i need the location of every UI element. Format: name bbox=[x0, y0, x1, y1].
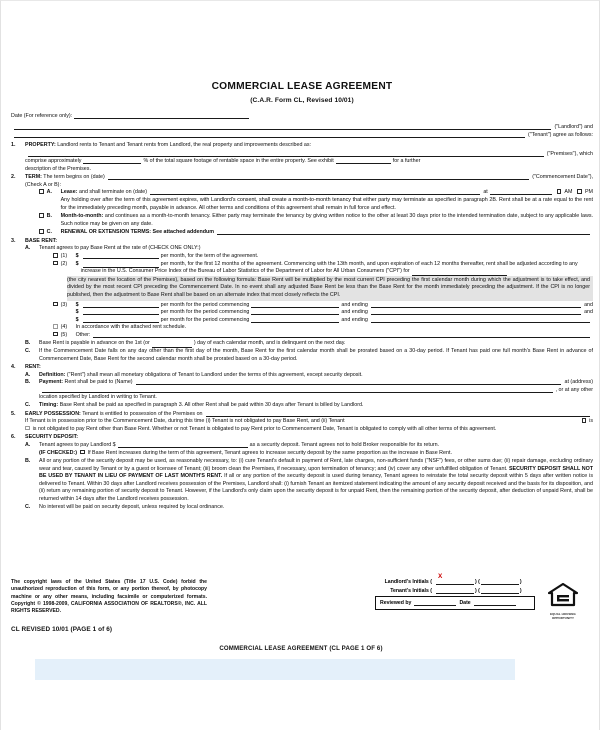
period-2-start-input[interactable] bbox=[251, 309, 339, 315]
reviewed-by-input[interactable] bbox=[414, 600, 456, 606]
checkbox-deposit-increase[interactable] bbox=[80, 450, 85, 455]
if-checked-label: (IF CHECKED:) bbox=[39, 449, 77, 456]
form-subtitle: (C.A.R. Form CL, Revised 10/01) bbox=[250, 97, 354, 105]
landlord-input[interactable] bbox=[14, 124, 551, 130]
security-deposit-input[interactable] bbox=[118, 442, 248, 448]
checkbox-renewal-terms[interactable] bbox=[39, 229, 44, 234]
equal-housing-logo bbox=[535, 579, 591, 620]
timing-label: Timing: bbox=[39, 402, 59, 409]
section-6c bbox=[11, 504, 593, 512]
footer-top-row bbox=[11, 572, 591, 634]
section-3-heading: BASE RENT: bbox=[25, 237, 58, 244]
section-3a-item-5 bbox=[11, 332, 593, 340]
section-2b-body: and continues as a month-to-month tenancy. Either party may terminate the tenancy by giving written notice to the other at least 30 days prior to the intended termination date, subject to any applicable laws. Such notice may be given on any date. bbox=[60, 213, 593, 227]
footer-page-title: COMMERCIAL LEASE AGREEMENT (CL PAGE 1 OF 6) bbox=[219, 644, 383, 652]
section-3a-letter: A. bbox=[25, 245, 31, 252]
percentage-input[interactable] bbox=[83, 158, 141, 164]
section-6b bbox=[11, 458, 593, 503]
checkbox-pm[interactable] bbox=[577, 189, 582, 194]
period-3-end-input[interactable] bbox=[371, 317, 590, 323]
section-2b bbox=[11, 213, 593, 228]
checkbox-am[interactable] bbox=[557, 189, 562, 194]
landlord-row bbox=[11, 124, 593, 132]
checkbox-lease[interactable] bbox=[39, 189, 44, 194]
section-5-line2-text: If Tenant is in possession prior to the Commencement Date, during this time (i) Tenant is not obligated to pay Base Rent, and (ii) Tenant bbox=[25, 418, 345, 425]
footer-highlight-band bbox=[35, 659, 515, 680]
landlord-initials-label: Landlord's Initials ( bbox=[384, 579, 432, 585]
section-1-line3: description of the Premises. bbox=[25, 165, 91, 172]
section-6b-text-post: If all or any portion of the security deposit is used during tenancy, Tenant agrees to reinstate the total security deposit within 5 days after written notice is delivered to Tenant. Within 30 days after Landlord receives possession of the Premises, Landlord shall: (i) furnish Tenant an itemized statement indicating the amount of any security deposit received and the basis for its disposition, and (ii) return any remaining portion of security deposit to Tenant. However, if the Landlord's only claim upon the security deposit is for unpaid Rent, then the remaining portion of the security deposit, after deduction of unpaid Rent, shall be returned within 14 days after the Landlord receives possession. bbox=[39, 473, 594, 502]
reviewed-by-label: Reviewed by bbox=[380, 599, 412, 606]
section-4a-text: ("Rent") shall mean all monetary obligations of Tenant to Landlord under the terms of this agreement, except security deposit. bbox=[65, 371, 363, 378]
lease-text: and shall terminate on (date) bbox=[77, 189, 148, 196]
tenant-paren-mid: ) ( bbox=[475, 587, 480, 594]
section-1-text: Landlord rents to Tenant and Tenant rents from Landlord, the real property and improvements described as: bbox=[55, 141, 312, 148]
checkbox-early-is-not[interactable] bbox=[25, 426, 30, 431]
checkbox-early-is[interactable] bbox=[582, 418, 587, 423]
tenant-initials-row bbox=[375, 588, 535, 594]
section-6b-letter: B. bbox=[25, 458, 31, 465]
equal-housing-line-1: EQUAL HOUSING bbox=[550, 612, 576, 616]
section-4b-text: Rent shall be paid to (Name) bbox=[63, 379, 133, 386]
initials-block bbox=[375, 572, 535, 610]
section-6c-letter: C. bbox=[25, 503, 31, 510]
equal-housing-icon bbox=[548, 583, 578, 607]
section-3c-text: If the Commencement Date falls on any day other than the first day of the month, Base Rent for the first calendar month shall be prorated based on a 30-day period. If Tenant has paid one full month's Base Rent in advance of Commencement Date, Base Rent for the second calendar month shall be prorated based on a 30-day period. bbox=[39, 348, 593, 362]
dollar-sign-1: $ bbox=[75, 253, 79, 260]
section-4-number: 4. bbox=[11, 364, 16, 371]
tenant-paren-end: ) bbox=[519, 587, 522, 594]
section-6c-text: No interest will be paid on security deposit, unless required by local ordinance. bbox=[39, 503, 225, 510]
section-3a-item-2 bbox=[11, 261, 593, 276]
early-possession-date-input[interactable] bbox=[206, 411, 590, 417]
security-deposit-warning: SECURITY DEPOSIT SHALL NOT BE USED BY TENANT IN LIEU OF PAYMENT OF LAST MONTH'S RENT. bbox=[39, 465, 593, 480]
section-5-heading: EARLY POSSESSION: bbox=[25, 410, 81, 417]
section-3a-item-3 bbox=[11, 302, 593, 325]
section-2b-letter: B. bbox=[46, 213, 52, 220]
section-2a bbox=[11, 189, 593, 212]
section-5 bbox=[11, 411, 593, 419]
item-2-text: per month, for the first 12 months of the agreement. Commencing with the 13th month, and upon expiration of each 12 months thereafter, rent shall be adjusted according to any increase in the U.S. Consumer Price Index of the Bureau of Labor Statistics of the Department of Labor for All Urban Consumers ("CPI") for bbox=[80, 260, 578, 275]
landlord-tag: ("Landlord") and bbox=[554, 123, 593, 130]
section-3 bbox=[11, 238, 593, 246]
renewal-terms-label: RENEWAL OR EXTENSION TERMS: See attached addendum bbox=[60, 229, 215, 236]
tenant-tag: ("Tenant") agree as follows: bbox=[528, 132, 593, 139]
section-3a bbox=[11, 245, 593, 253]
premises-input[interactable] bbox=[28, 151, 544, 157]
section-5-line3-text: is not obligated to pay Rent other than Base Rent. Whether or not Tenant is obligated to pay Rent prior to Commencement Date, Tenant is obligated to comply with all other terms of this agreement. bbox=[32, 425, 497, 432]
period-1-ending-label: and ending bbox=[341, 301, 368, 308]
section-3b-text-2: ) day of each calendar month, and is delinquent on the next day. bbox=[193, 340, 346, 347]
tenant-row bbox=[11, 132, 593, 140]
checkbox-rate-flat[interactable] bbox=[53, 253, 58, 258]
section-4b bbox=[11, 379, 593, 402]
landlord-paren-mid: ) ( bbox=[475, 579, 480, 585]
termination-date-input[interactable] bbox=[150, 189, 480, 195]
definition-label: Definition: bbox=[39, 371, 66, 378]
payment-label: Payment: bbox=[39, 379, 64, 386]
section-5-number: 5. bbox=[11, 410, 16, 417]
item-4-number: (4) bbox=[60, 324, 68, 331]
equal-housing-line-2: OPPORTUNITY bbox=[552, 615, 574, 620]
check-a-or-b-label: (Check A or B): bbox=[25, 181, 61, 188]
item-1-number: (1) bbox=[60, 253, 68, 260]
checkbox-rate-cpi[interactable] bbox=[53, 261, 58, 266]
title-block bbox=[11, 1, 593, 104]
payee-address-input[interactable] bbox=[42, 387, 553, 393]
early-is-label: is bbox=[589, 418, 593, 425]
reviewed-by-box bbox=[375, 596, 535, 610]
section-4c bbox=[11, 402, 593, 410]
date-row bbox=[11, 113, 593, 121]
item-5-number: (5) bbox=[60, 331, 68, 338]
cpi-city-input[interactable] bbox=[412, 270, 507, 276]
checkbox-rate-periods[interactable] bbox=[53, 302, 58, 307]
payee-name-input[interactable] bbox=[136, 379, 562, 385]
reviewed-date-input[interactable] bbox=[474, 600, 516, 606]
checkbox-rate-other[interactable] bbox=[53, 332, 58, 337]
section-1-heading: PROPERTY: bbox=[25, 141, 56, 148]
section-5-text: Tenant is entitled to possession of the Premises on bbox=[80, 410, 203, 417]
section-6-number: 6. bbox=[11, 434, 16, 441]
section-4a-letter: A. bbox=[25, 371, 31, 378]
revision-label: CL REVISED 10/01 (PAGE 1 of 6) bbox=[11, 625, 113, 633]
am-label: AM bbox=[564, 189, 573, 196]
section-4b-line3: location specified by Landlord in writing to Tenant. bbox=[39, 394, 157, 401]
landlord-initials-field-1[interactable] bbox=[436, 572, 474, 585]
date-input[interactable] bbox=[74, 113, 249, 119]
or-any-other-label: , or at any other bbox=[555, 386, 593, 393]
item-5-label: Other: bbox=[75, 331, 91, 338]
item-4-text: In accordance with the attached rent schedule. bbox=[75, 324, 187, 331]
section-2-heading: TERM: bbox=[25, 174, 42, 181]
at-label: at bbox=[483, 189, 488, 196]
section-3b-text-1: Base Rent is payable in advance on the 1st (or bbox=[39, 340, 150, 347]
lease-label: Lease: bbox=[60, 189, 78, 196]
document-footer bbox=[1, 572, 599, 652]
section-3a-item-1 bbox=[11, 253, 593, 261]
section-2a-letter: A. bbox=[46, 189, 52, 196]
section-6a-text-2: as a security deposit. Tenant agrees not to hold Broker responsible for its return. bbox=[249, 441, 440, 448]
period-row-2 bbox=[76, 309, 593, 317]
section-1 bbox=[11, 142, 593, 150]
section-5-line2 bbox=[11, 418, 593, 426]
period-2-end-input[interactable] bbox=[371, 309, 581, 315]
period-3-ending-label: and ending bbox=[341, 316, 368, 323]
commencement-tag: ("Commencement Date"), bbox=[532, 174, 593, 181]
item-2-number: (2) bbox=[60, 260, 68, 267]
dollar-sign-3c: $ bbox=[75, 316, 79, 323]
tenant-input[interactable] bbox=[14, 132, 525, 138]
period-1-start-input[interactable] bbox=[251, 302, 339, 308]
section-4b-letter: B. bbox=[25, 379, 31, 386]
tenant-initials-label: Tenant's Initials ( bbox=[390, 587, 432, 594]
section-2a-body: Any holding over after the term of this agreement expires, with Landlord's consent, shall create a month-to-month tenancy that either party may terminate as specified in paragraph 2B. Rent shall be at a rate equal to the rent for the immediately preceding month, payable in advance. All other terms and conditions of this agreement shall remain in full force and effect. bbox=[60, 197, 593, 211]
period-1-amount-input[interactable] bbox=[83, 302, 159, 308]
reviewed-date-label: Date bbox=[459, 599, 471, 606]
tenant-initials-field-1[interactable] bbox=[436, 588, 474, 594]
renewal-addendum-input[interactable] bbox=[217, 229, 590, 235]
square-footage-text: % of the total square footage of rentable space in the entire property. See exhibit bbox=[143, 158, 334, 165]
period-row-1 bbox=[76, 302, 593, 310]
pm-label: PM bbox=[584, 189, 593, 196]
section-2c bbox=[11, 229, 593, 237]
period-3-amount-input[interactable] bbox=[83, 317, 159, 323]
rate-other-input[interactable] bbox=[93, 332, 590, 338]
section-3b bbox=[11, 340, 593, 348]
exhibit-input[interactable] bbox=[336, 158, 391, 164]
period-1-label: per month for the period commencing bbox=[160, 301, 250, 308]
section-2-number: 2. bbox=[11, 174, 16, 181]
period-2-and: and bbox=[584, 309, 593, 316]
section-2 bbox=[11, 174, 593, 182]
section-3c-letter: C. bbox=[25, 348, 31, 354]
section-6-heading: SECURITY DEPOSIT: bbox=[25, 434, 79, 441]
period-2-ending-label: and ending bbox=[341, 309, 368, 316]
section-2c-letter: C. bbox=[46, 229, 52, 236]
landlord-initials-field-2[interactable] bbox=[481, 579, 519, 585]
month-to-month-label: Month-to-month: bbox=[60, 213, 104, 220]
checkbox-rent-schedule[interactable] bbox=[53, 324, 58, 329]
item-3-number: (3) bbox=[60, 301, 68, 308]
copyright-text: The copyright laws of the United States (Title 17 U.S. Code) forbid the unauthorized reproduction of this form, or any portion thereof, by photocopy machine or any other means, including facsimile or computerized formats. Copyright © 1998-2009, CALIFORNIA ASSOCIATION OF REALTORS®, INC. ALL RIGHTS RESERVED. bbox=[11, 579, 207, 615]
landlord-paren-end: ) bbox=[519, 579, 522, 585]
checkbox-month-to-month[interactable] bbox=[39, 213, 44, 218]
cpi-formula-paragraph: (the city nearest the location of the Premises), based on the following formula: Base Rent will be multiplied by the most current CPI preceding the first calendar month during which the adjustment is to take effect, and divided by the most recent CPI preceding the Commencement Date. In no event shall any adjusted Base Rent be less than the Base Rent for the month immediately preceding the adjustment. If the CPI is no longer published, then the adjustment to Base Rent shall be based on an alternate index that most closely reflects the CPI. bbox=[67, 276, 593, 301]
base-rent-flat-input[interactable] bbox=[83, 253, 159, 259]
page-title: COMMERCIAL LEASE AGREEMENT bbox=[211, 81, 393, 92]
section-4a bbox=[11, 372, 593, 380]
period-1-and: and bbox=[584, 301, 593, 308]
section-4c-letter: C. bbox=[25, 402, 31, 409]
copyright-block bbox=[11, 579, 207, 634]
tenant-initials-field-2[interactable] bbox=[481, 588, 519, 594]
section-4c-text: Base Rent shall be paid as specified in paragraph 3. All other Rent shall be paid within 30 days after Tenant is billed by Landlord. bbox=[58, 402, 364, 409]
initial-x-mark: X bbox=[438, 572, 443, 580]
section-6a-text-1: Tenant agrees to pay Landlord $ bbox=[39, 441, 116, 448]
section-3-number: 3. bbox=[11, 237, 16, 244]
dollar-sign-2: $ bbox=[75, 260, 79, 267]
section-6a-text-3: If Base Rent increases during the term of this agreement, Tenant agrees to increase security deposit by the same proportion as the increase in Base Rent. bbox=[87, 449, 452, 456]
period-1-end-input[interactable] bbox=[371, 302, 581, 308]
section-6b-text-pre: All or any portion of the security deposit may be used, as reasonably necessary, to: (i) cure Tenant's default in payment of Rent, late charges, non-sufficient funds ("NSF") fees, or other sums due; (ii) repair damage, excluding ordinary wear and tear, caused by Tenant or by a guest or licensee of Tenant; (iii) broom clean the Premises, if necessary, upon termination of tenancy; and (iv) cover any other unfulfilled obligation of Tenant. bbox=[39, 458, 593, 472]
section-3a-item-4 bbox=[11, 324, 593, 332]
date-label: Date (For reference only): bbox=[11, 113, 73, 120]
section-5-line3 bbox=[11, 426, 593, 434]
section-1-line2 bbox=[11, 158, 593, 166]
comprise-label: comprise approximately bbox=[25, 158, 82, 165]
section-3a-text: Tenant agrees to pay Base Rent at the rate of (CHECK ONE ONLY:) bbox=[39, 245, 201, 252]
section-6 bbox=[11, 434, 593, 442]
section-2-text: The term begins on (date) bbox=[41, 174, 105, 181]
dollar-sign-3a: $ bbox=[75, 301, 79, 308]
section-4-heading: RENT: bbox=[25, 364, 41, 371]
dollar-sign-3b: $ bbox=[75, 309, 79, 316]
document-body bbox=[11, 113, 593, 511]
premises-tag: ("Premises"), which bbox=[546, 150, 593, 157]
period-row-3 bbox=[76, 317, 593, 325]
item-1-text: per month, for the term of the agreement. bbox=[160, 253, 259, 260]
document-sheet bbox=[1, 1, 600, 511]
section-3b-letter: B. bbox=[25, 340, 31, 347]
at-address-label: at (address) bbox=[564, 379, 593, 386]
section-6a-letter: A. bbox=[25, 441, 31, 448]
section-4 bbox=[11, 364, 593, 372]
period-2-label: per month for the period commencing bbox=[160, 309, 250, 316]
section-1-number: 1. bbox=[11, 141, 16, 148]
section-1-premises-row bbox=[11, 151, 593, 159]
period-3-start-input[interactable] bbox=[251, 317, 339, 323]
period-2-amount-input[interactable] bbox=[83, 309, 159, 315]
section-3c bbox=[11, 348, 593, 363]
commencement-date-input[interactable] bbox=[108, 174, 529, 180]
termination-time-input[interactable] bbox=[490, 189, 552, 195]
exhibit-suffix: for a further bbox=[392, 158, 421, 165]
period-3-label: per month for the period commencing bbox=[160, 316, 250, 323]
landlord-initials-row bbox=[375, 572, 535, 585]
section-6a bbox=[11, 442, 593, 457]
